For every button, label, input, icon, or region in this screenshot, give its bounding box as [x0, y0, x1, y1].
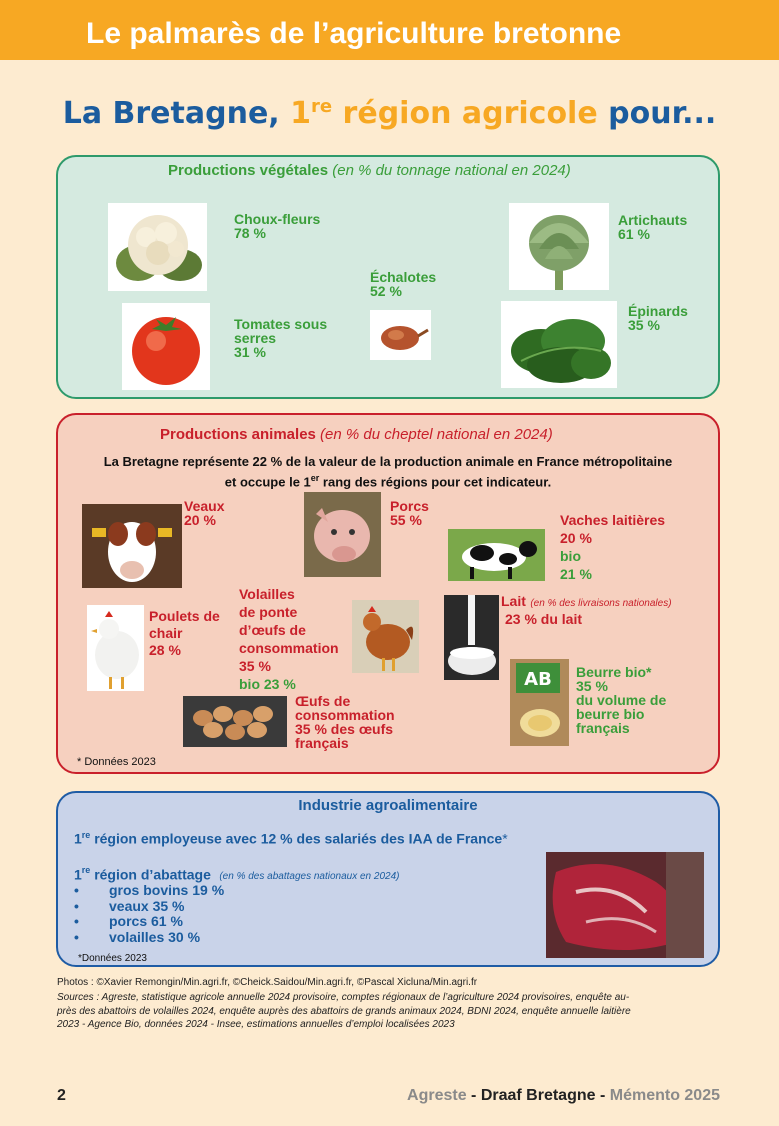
industry-line2-sup: re — [81, 865, 91, 875]
artichoke-photo — [509, 203, 609, 290]
footer-brand — [407, 1087, 720, 1105]
rank-sup: re — [311, 96, 333, 117]
artichauts-name: Artichauts — [618, 212, 688, 228]
main-title-part3: pour... — [597, 96, 717, 131]
vaches-bio-value: 21 % — [560, 566, 592, 582]
label-porcs — [390, 499, 429, 527]
shallot-photo — [370, 310, 431, 360]
animal-heading — [160, 426, 553, 443]
label-poulets — [149, 608, 220, 659]
animal-intro-line2 — [58, 470, 718, 490]
intro-line2-sup: er — [310, 473, 320, 483]
organic-butter-photo — [510, 659, 569, 746]
brand-agreste: Agreste — [407, 1087, 467, 1104]
tomates-name-1: Tomates sous — [234, 316, 328, 332]
oeufs-line1: Œufs de — [295, 693, 351, 709]
bullet-veaux: veaux 35 % — [109, 897, 185, 914]
industry-line1 — [74, 830, 508, 847]
meat-photo — [546, 852, 704, 958]
animal-footnote: * Données 2023 — [77, 756, 156, 768]
beurre-line1: du volume de — [576, 692, 667, 708]
volailles-line3: d’œufs de — [239, 622, 306, 638]
svg-text:AB: AB — [524, 669, 552, 690]
vaches-bio-label: bio — [560, 548, 581, 564]
bullet-gros-bovins: gros bovins 19 % — [109, 882, 225, 898]
vaches-value: 20 % — [560, 530, 592, 546]
volailles-bio: bio 23 % — [239, 676, 296, 692]
animal-title: Productions animales — [160, 426, 316, 443]
main-title-part1: La Bretagne, — [62, 96, 291, 131]
beurre-line3: français — [576, 720, 630, 736]
choux-fleurs-name: Choux-fleurs — [234, 211, 321, 227]
vegetal-heading — [168, 162, 571, 179]
brand-sep2: - — [595, 1087, 610, 1104]
industry-line2-note: (en % des abattages nationaux en 2024) — [219, 871, 400, 883]
label-epinards — [628, 304, 688, 332]
chicken-photo — [87, 605, 144, 691]
page-number: 2 — [57, 1087, 66, 1104]
tomates-name-2: serres — [234, 330, 277, 346]
hen-photo — [352, 600, 419, 673]
header-title: Le palmarès de l’agriculture bretonne — [86, 17, 622, 50]
animal-intro-line1: La Bretagne représente 22 % de la valeur de la production animale en France métropolitaine — [103, 454, 673, 469]
eggs-photo — [183, 696, 287, 747]
industry-line1-num: 1 — [74, 830, 82, 847]
sources-line1: Sources : Agreste, statistique agricole annuelle 2024 provisoire, comptes régionaux de l’agriculture 2024 provisoires, enquête au- — [57, 992, 630, 1003]
industry-bullet: • veaux 35 % — [74, 897, 185, 914]
label-beurre — [576, 665, 666, 735]
poulets-line2: chair — [149, 625, 183, 641]
vegetal-subtitle: (en % du tonnage national en 2024) — [332, 162, 571, 179]
tomato-photo — [122, 303, 210, 390]
industry-bullet: • gros bovins 19 % — [74, 882, 225, 898]
label-echalotes — [370, 270, 436, 298]
volailles-value: 35 % — [239, 658, 271, 674]
vaches-name: Vaches laitières — [560, 512, 666, 528]
porcs-value: 55 % — [390, 512, 422, 528]
industry-bullet: • porcs 61 % — [74, 913, 183, 929]
milk-photo — [444, 595, 499, 680]
oeufs-line2: consommation — [295, 707, 395, 723]
sources-line2: près des abattoirs de volailles 2024, enquête auprès des abattoirs de grands animaux 2024, BDNI 2024, enquête annuelle laitière — [57, 1005, 631, 1017]
porcs-name: Porcs — [390, 498, 429, 514]
volailles-line1: Volailles — [239, 586, 295, 602]
industry-line1-star: * — [502, 830, 508, 847]
rank-number: 1 — [290, 96, 312, 131]
label-oeufs — [295, 694, 395, 750]
industry-footnote: *Données 2023 — [78, 953, 147, 964]
sources-line3: 2023 - Agence Bio, données 2024 - Insee, estimations annuelles d’emploi localisées 2023 — [57, 1019, 455, 1030]
intro-line2-b: rang des régions pour cet indicateur. — [319, 474, 552, 490]
poulets-line1: Poulets de — [149, 608, 220, 624]
main-title — [0, 96, 779, 131]
photo-credits: Photos : ©Xavier Remongin/Min.agri.fr, ©Cheick.Saidou/Min.agri.fr, ©Pascal Xicluna/Min.agri.fr — [57, 977, 478, 988]
industry-line1-text: région employeuse avec 12 % des salariés des IAA de France — [90, 830, 503, 847]
tomates-value: 31 % — [234, 344, 266, 360]
industry-title: Industrie agroalimentaire — [298, 797, 478, 814]
label-lait — [501, 593, 672, 627]
bullet-porcs: porcs 61 % — [109, 913, 183, 929]
cauliflower-photo — [108, 203, 207, 291]
industry-line2-text: région d’abattage — [90, 866, 211, 883]
industry-line1-sup: re — [81, 830, 91, 840]
label-volailles — [239, 585, 339, 693]
epinards-value: 35 % — [628, 317, 660, 333]
label-veaux — [184, 499, 224, 527]
label-tomates — [234, 317, 327, 359]
vegetal-title: Productions végétales — [168, 162, 329, 179]
brand-sep1: - — [466, 1087, 481, 1104]
beurre-name: Beurre bio* — [576, 664, 652, 680]
brand-memento: Mémento 2025 — [609, 1087, 720, 1104]
echalotes-value: 52 % — [370, 283, 402, 299]
brand-draaf: Draaf Bretagne — [480, 1087, 596, 1104]
veaux-value: 20 % — [184, 512, 216, 528]
artichauts-value: 61 % — [618, 226, 650, 242]
calf-photo — [82, 504, 182, 588]
main-title-part2: région agricole — [332, 96, 598, 131]
poulets-value: 28 % — [149, 642, 181, 658]
spinach-photo — [501, 301, 617, 388]
label-choux-fleurs — [234, 212, 320, 240]
industry-bullets — [74, 883, 224, 945]
industry-line2-num: 1 — [74, 866, 82, 883]
cow-photo — [448, 529, 545, 581]
industry-bullet: • volailles 30 % — [74, 928, 201, 945]
beurre-line2: beurre bio — [576, 706, 645, 722]
volailles-line4: consommation — [239, 640, 339, 656]
bullet-volailles: volailles 30 % — [109, 928, 201, 945]
choux-fleurs-value: 78 % — [234, 225, 266, 241]
lait-value: 23 % du lait — [505, 611, 583, 627]
label-vaches — [560, 511, 665, 583]
main-title-rank — [290, 96, 598, 131]
sources — [57, 991, 722, 1032]
volailles-line2: de ponte — [239, 604, 298, 620]
pig-photo — [304, 492, 381, 577]
oeufs-line4: français — [295, 735, 349, 751]
epinards-name: Épinards — [628, 303, 688, 319]
header-bar — [0, 0, 779, 60]
beurre-value: 35 % — [576, 678, 608, 694]
lait-note: (en % des livraisons nationales) — [530, 598, 672, 609]
animal-subtitle: (en % du cheptel national en 2024) — [320, 426, 553, 443]
veaux-name: Veaux — [184, 498, 225, 514]
echalotes-name: Échalotes — [370, 269, 437, 285]
oeufs-line3: 35 % des œufs — [295, 721, 394, 737]
label-artichauts — [618, 213, 687, 241]
lait-name: Lait — [501, 593, 526, 609]
animal-intro — [58, 453, 718, 490]
intro-line2-a: et occupe le 1 — [224, 474, 311, 490]
